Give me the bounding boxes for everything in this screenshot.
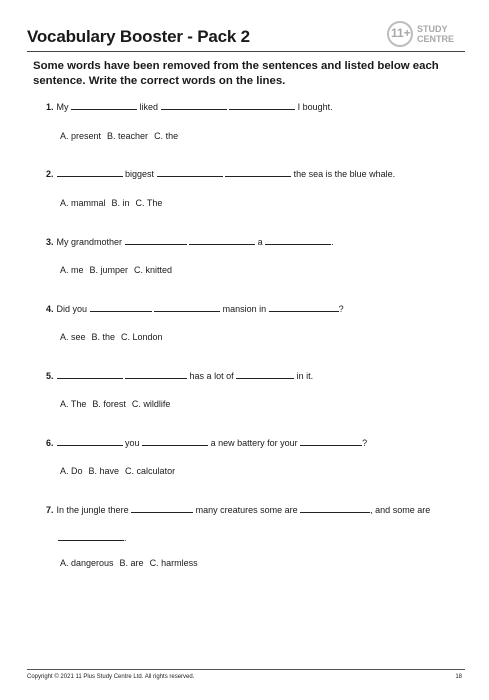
- footer-copyright: Copyright © 2021 11 Plus Study Centre Ltd. All rights reserved.: [27, 674, 195, 680]
- option-c: C. knitted: [134, 265, 173, 275]
- option-b: B. jumper: [89, 265, 129, 275]
- answer-blank[interactable]: [300, 503, 370, 513]
- option-a: A. see: [60, 332, 86, 342]
- option-b: B. forest: [92, 399, 126, 409]
- option-b: B. have: [88, 466, 120, 476]
- answer-blank[interactable]: [57, 167, 123, 177]
- answer-blank[interactable]: [142, 436, 208, 446]
- option-b: B. are: [119, 558, 144, 568]
- question-number: 5.: [46, 371, 54, 381]
- question-6-options: [60, 466, 181, 476]
- question-5-options: [60, 399, 176, 409]
- study-centre-logo: [387, 20, 463, 50]
- answer-blank[interactable]: [265, 235, 331, 245]
- question-6: [46, 436, 367, 448]
- question-text: , and some are: [370, 505, 431, 515]
- option-b: B. the: [91, 332, 116, 342]
- question-text: In the jungle there: [56, 505, 129, 515]
- question-3: [46, 235, 334, 247]
- question-3-options: [60, 265, 178, 275]
- answer-blank[interactable]: [300, 436, 362, 446]
- question-number: 2.: [46, 169, 54, 179]
- answer-blank[interactable]: [57, 436, 123, 446]
- option-a: A. The: [60, 399, 87, 409]
- answer-blank[interactable]: [71, 100, 137, 110]
- answer-blank[interactable]: [189, 235, 255, 245]
- logo-text-centre: CENTRE: [417, 34, 455, 44]
- logo-text-study: STUDY: [417, 24, 448, 34]
- question-5: [46, 369, 313, 381]
- option-a: A. Do: [60, 466, 83, 476]
- option-c: C. the: [154, 131, 179, 141]
- question-number: 7.: [46, 505, 54, 515]
- question-text: you: [125, 438, 140, 448]
- option-a: A. present: [60, 131, 102, 141]
- option-b: B. in: [111, 198, 130, 208]
- question-text: in it.: [296, 371, 314, 381]
- page-header: [27, 24, 465, 51]
- question-text: My: [56, 102, 69, 112]
- question-text: .: [124, 533, 127, 543]
- option-c: C. London: [121, 332, 163, 342]
- option-a: A. me: [60, 265, 84, 275]
- answer-blank[interactable]: [269, 302, 339, 312]
- question-7: [46, 503, 430, 515]
- question-number: 1.: [46, 102, 54, 112]
- answer-blank[interactable]: [58, 531, 124, 541]
- answer-blank[interactable]: [157, 167, 223, 177]
- question-text: many creatures some are: [195, 505, 298, 515]
- option-c: C. harmless: [149, 558, 198, 568]
- header-divider: [27, 51, 465, 52]
- question-text: My grandmother: [56, 237, 123, 247]
- page-number: 18: [455, 674, 462, 680]
- question-text: .: [331, 237, 334, 247]
- question-text: a: [257, 237, 263, 247]
- answer-blank[interactable]: [125, 235, 187, 245]
- answer-blank[interactable]: [131, 503, 193, 513]
- question-text: biggest: [125, 169, 155, 179]
- question-1: [46, 100, 333, 112]
- question-4-options: [60, 332, 169, 342]
- question-7-continued: [58, 531, 127, 543]
- instructions: Some words have been removed from the sentences and listed below each sentence. Write the correct words on the lines.: [33, 60, 439, 87]
- answer-blank[interactable]: [125, 369, 187, 379]
- option-c: C. calculator: [125, 466, 176, 476]
- question-2: [46, 167, 395, 179]
- answer-blank[interactable]: [236, 369, 294, 379]
- answer-blank[interactable]: [57, 369, 123, 379]
- footer-divider: [27, 669, 465, 670]
- answer-blank[interactable]: [90, 302, 152, 312]
- question-1-options: [60, 131, 184, 141]
- question-text: has a lot of: [189, 371, 234, 381]
- question-2-options: [60, 198, 168, 208]
- page-title: Vocabulary Booster - Pack 2: [27, 27, 250, 46]
- question-text: Did you: [56, 304, 88, 314]
- question-text: ?: [338, 304, 344, 314]
- question-text: liked: [139, 102, 159, 112]
- option-a: A. mammal: [60, 198, 106, 208]
- question-number: 3.: [46, 237, 54, 247]
- option-c: C. wildlife: [131, 399, 171, 409]
- answer-blank[interactable]: [225, 167, 291, 177]
- answer-blank[interactable]: [154, 302, 220, 312]
- logo-mark: 11+: [391, 26, 411, 40]
- answer-blank[interactable]: [161, 100, 227, 110]
- question-text: mansion in: [222, 304, 267, 314]
- question-7-options: [60, 558, 204, 568]
- option-a: A. dangerous: [60, 558, 114, 568]
- question-text: ?: [362, 438, 368, 448]
- option-b: B. teacher: [107, 131, 149, 141]
- question-text: the sea is the blue whale.: [293, 169, 396, 179]
- question-text: I bought.: [297, 102, 333, 112]
- answer-blank[interactable]: [229, 100, 295, 110]
- option-c: C. The: [135, 198, 163, 208]
- question-number: 4.: [46, 304, 54, 314]
- question-4: [46, 302, 344, 314]
- question-text: a new battery for your: [210, 438, 298, 448]
- question-number: 6.: [46, 438, 54, 448]
